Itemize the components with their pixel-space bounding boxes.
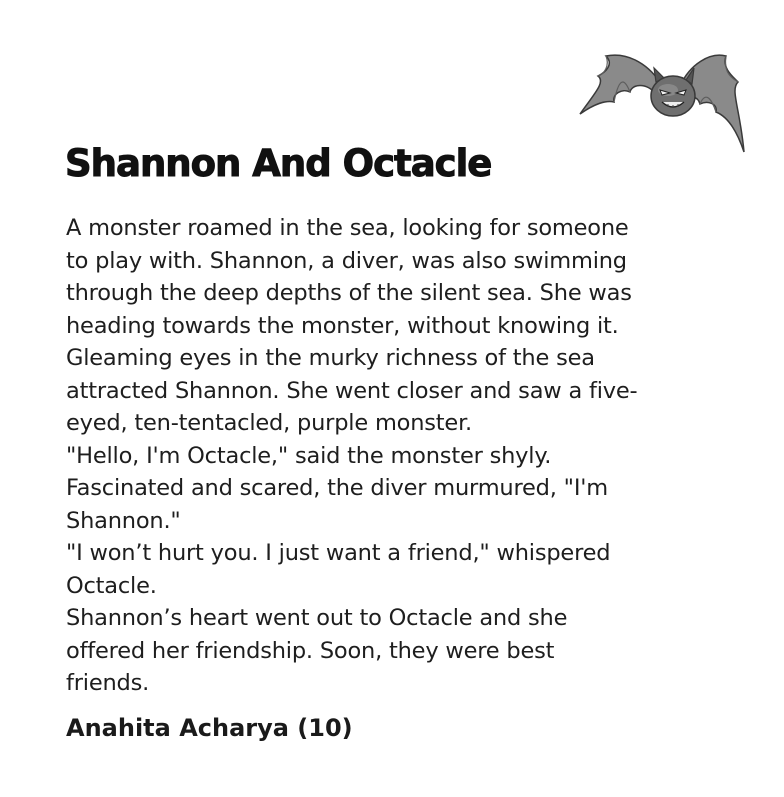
author-byline: Anahita Acharya (10) <box>66 714 353 742</box>
story-line: Shannon’s heart went out to Octacle and she <box>66 605 568 631</box>
story-line: Octacle. <box>66 572 157 599</box>
story-line: "I won’t hurt you. I just want a friend," whispered <box>66 540 611 566</box>
story-line: to play with. Shannon, a diver, was also swimming <box>66 247 627 274</box>
story-line: Gleaming eyes in the murky richness of the sea <box>66 345 595 371</box>
story-line: heading towards the monster, without knowing it. <box>66 312 619 339</box>
story-line: Fascinated and scared, the diver murmured, "I'm <box>66 475 608 501</box>
story-title: Shannon And Octacle <box>65 142 492 185</box>
story-line: Shannon." <box>66 507 181 534</box>
bat-icon <box>576 42 748 154</box>
story-line: attracted Shannon. She went closer and saw a five- <box>66 377 638 404</box>
story-line: friends. <box>66 670 150 696</box>
story-body <box>66 212 716 700</box>
story-line: through the deep depths of the silent sea. She was <box>66 280 632 306</box>
story-line: offered her friendship. Soon, they were best <box>66 637 555 664</box>
story-line: "Hello, I'm Octacle," said the monster shyly. <box>66 442 552 469</box>
story-line: A monster roamed in the sea, looking for someone <box>66 215 629 241</box>
story-line: eyed, ten-tentacled, purple monster. <box>66 410 473 436</box>
